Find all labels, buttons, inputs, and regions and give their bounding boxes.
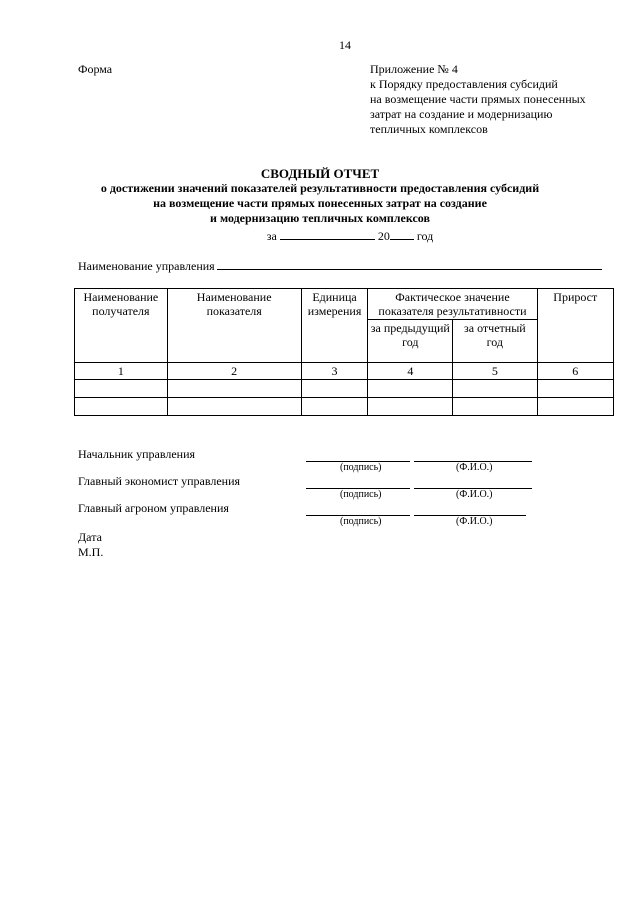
appendix-block [370, 62, 586, 137]
report-period [30, 227, 640, 244]
signature-caption: (подпись) [340, 516, 382, 527]
table-cell[interactable] [75, 398, 168, 416]
table-cell[interactable] [368, 380, 453, 398]
page-number: 14 [339, 38, 351, 52]
signature-caption: (подпись) [340, 462, 382, 473]
report-subtitle-line: о достижении значений показателей результативности предоставления субсидий [100, 181, 540, 195]
header-growth: Прирост [537, 289, 613, 363]
table-row [75, 380, 614, 398]
table-number-row [75, 363, 614, 380]
date-label: Дата [78, 530, 102, 544]
name-caption: (Ф.И.О.) [456, 462, 493, 473]
appendix-line: тепличных комплексов [370, 122, 488, 136]
header-actual-value: Фактическое значение показателя результативности [368, 289, 537, 320]
header-indicator: Наименование показателя [167, 289, 301, 363]
period-year-blank[interactable] [390, 227, 414, 240]
signature-role: Главный агроном управления [78, 501, 229, 515]
table-cell[interactable] [537, 380, 613, 398]
table-cell[interactable] [301, 380, 368, 398]
footer-block [78, 530, 103, 560]
name-caption: (Ф.И.О.) [456, 516, 493, 527]
column-number: 2 [167, 363, 301, 380]
header-unit: Единица измерения [301, 289, 368, 363]
column-number: 4 [368, 363, 453, 380]
management-field [78, 257, 602, 274]
report-table [74, 288, 614, 416]
report-title [0, 166, 640, 226]
table-cell[interactable] [537, 398, 613, 416]
column-number: 3 [301, 363, 368, 380]
header-report-year: за отчетный год [453, 320, 537, 363]
name-caption: (Ф.И.О.) [456, 489, 493, 500]
table-row [75, 398, 614, 416]
column-number: 1 [75, 363, 168, 380]
period-prefix: за [266, 229, 277, 243]
column-number: 6 [537, 363, 613, 380]
table-cell[interactable] [368, 398, 453, 416]
management-label: Наименование управления [78, 259, 215, 273]
table-cell[interactable] [301, 398, 368, 416]
report-subtitle-line: на возмещение части прямых понесенных затрат на создание [153, 196, 487, 210]
signature-role: Главный экономист управления [78, 474, 241, 488]
appendix-line: на возмещение части прямых понесенных [370, 92, 586, 106]
signature-role: Начальник управления [78, 447, 196, 461]
header-prev-year: за предыдущий год [368, 320, 453, 363]
table-cell[interactable] [167, 380, 301, 398]
table-cell[interactable] [453, 398, 537, 416]
period-suffix: год [416, 229, 434, 243]
column-number: 5 [453, 363, 537, 380]
table-cell[interactable] [453, 380, 537, 398]
appendix-line: Приложение № 4 [370, 62, 458, 76]
signature-caption: (подпись) [340, 489, 382, 500]
table-header-row [75, 289, 614, 320]
header-recipient: Наименование получателя [75, 289, 168, 363]
report-title-main: СВОДНЫЙ ОТЧЕТ [260, 166, 380, 181]
stamp-label: М.П. [78, 545, 104, 559]
period-year-prefix: 20 [377, 229, 390, 243]
report-subtitle-line: и модернизацию тепличных комплексов [210, 211, 430, 225]
appendix-line: к Порядку предоставления субсидий [370, 77, 558, 91]
management-name-blank[interactable] [217, 257, 602, 270]
table-cell[interactable] [167, 398, 301, 416]
appendix-line: затрат на создание и модернизацию [370, 107, 553, 121]
table-cell[interactable] [75, 380, 168, 398]
period-date-blank[interactable] [280, 227, 375, 240]
form-label: Форма [78, 62, 113, 76]
